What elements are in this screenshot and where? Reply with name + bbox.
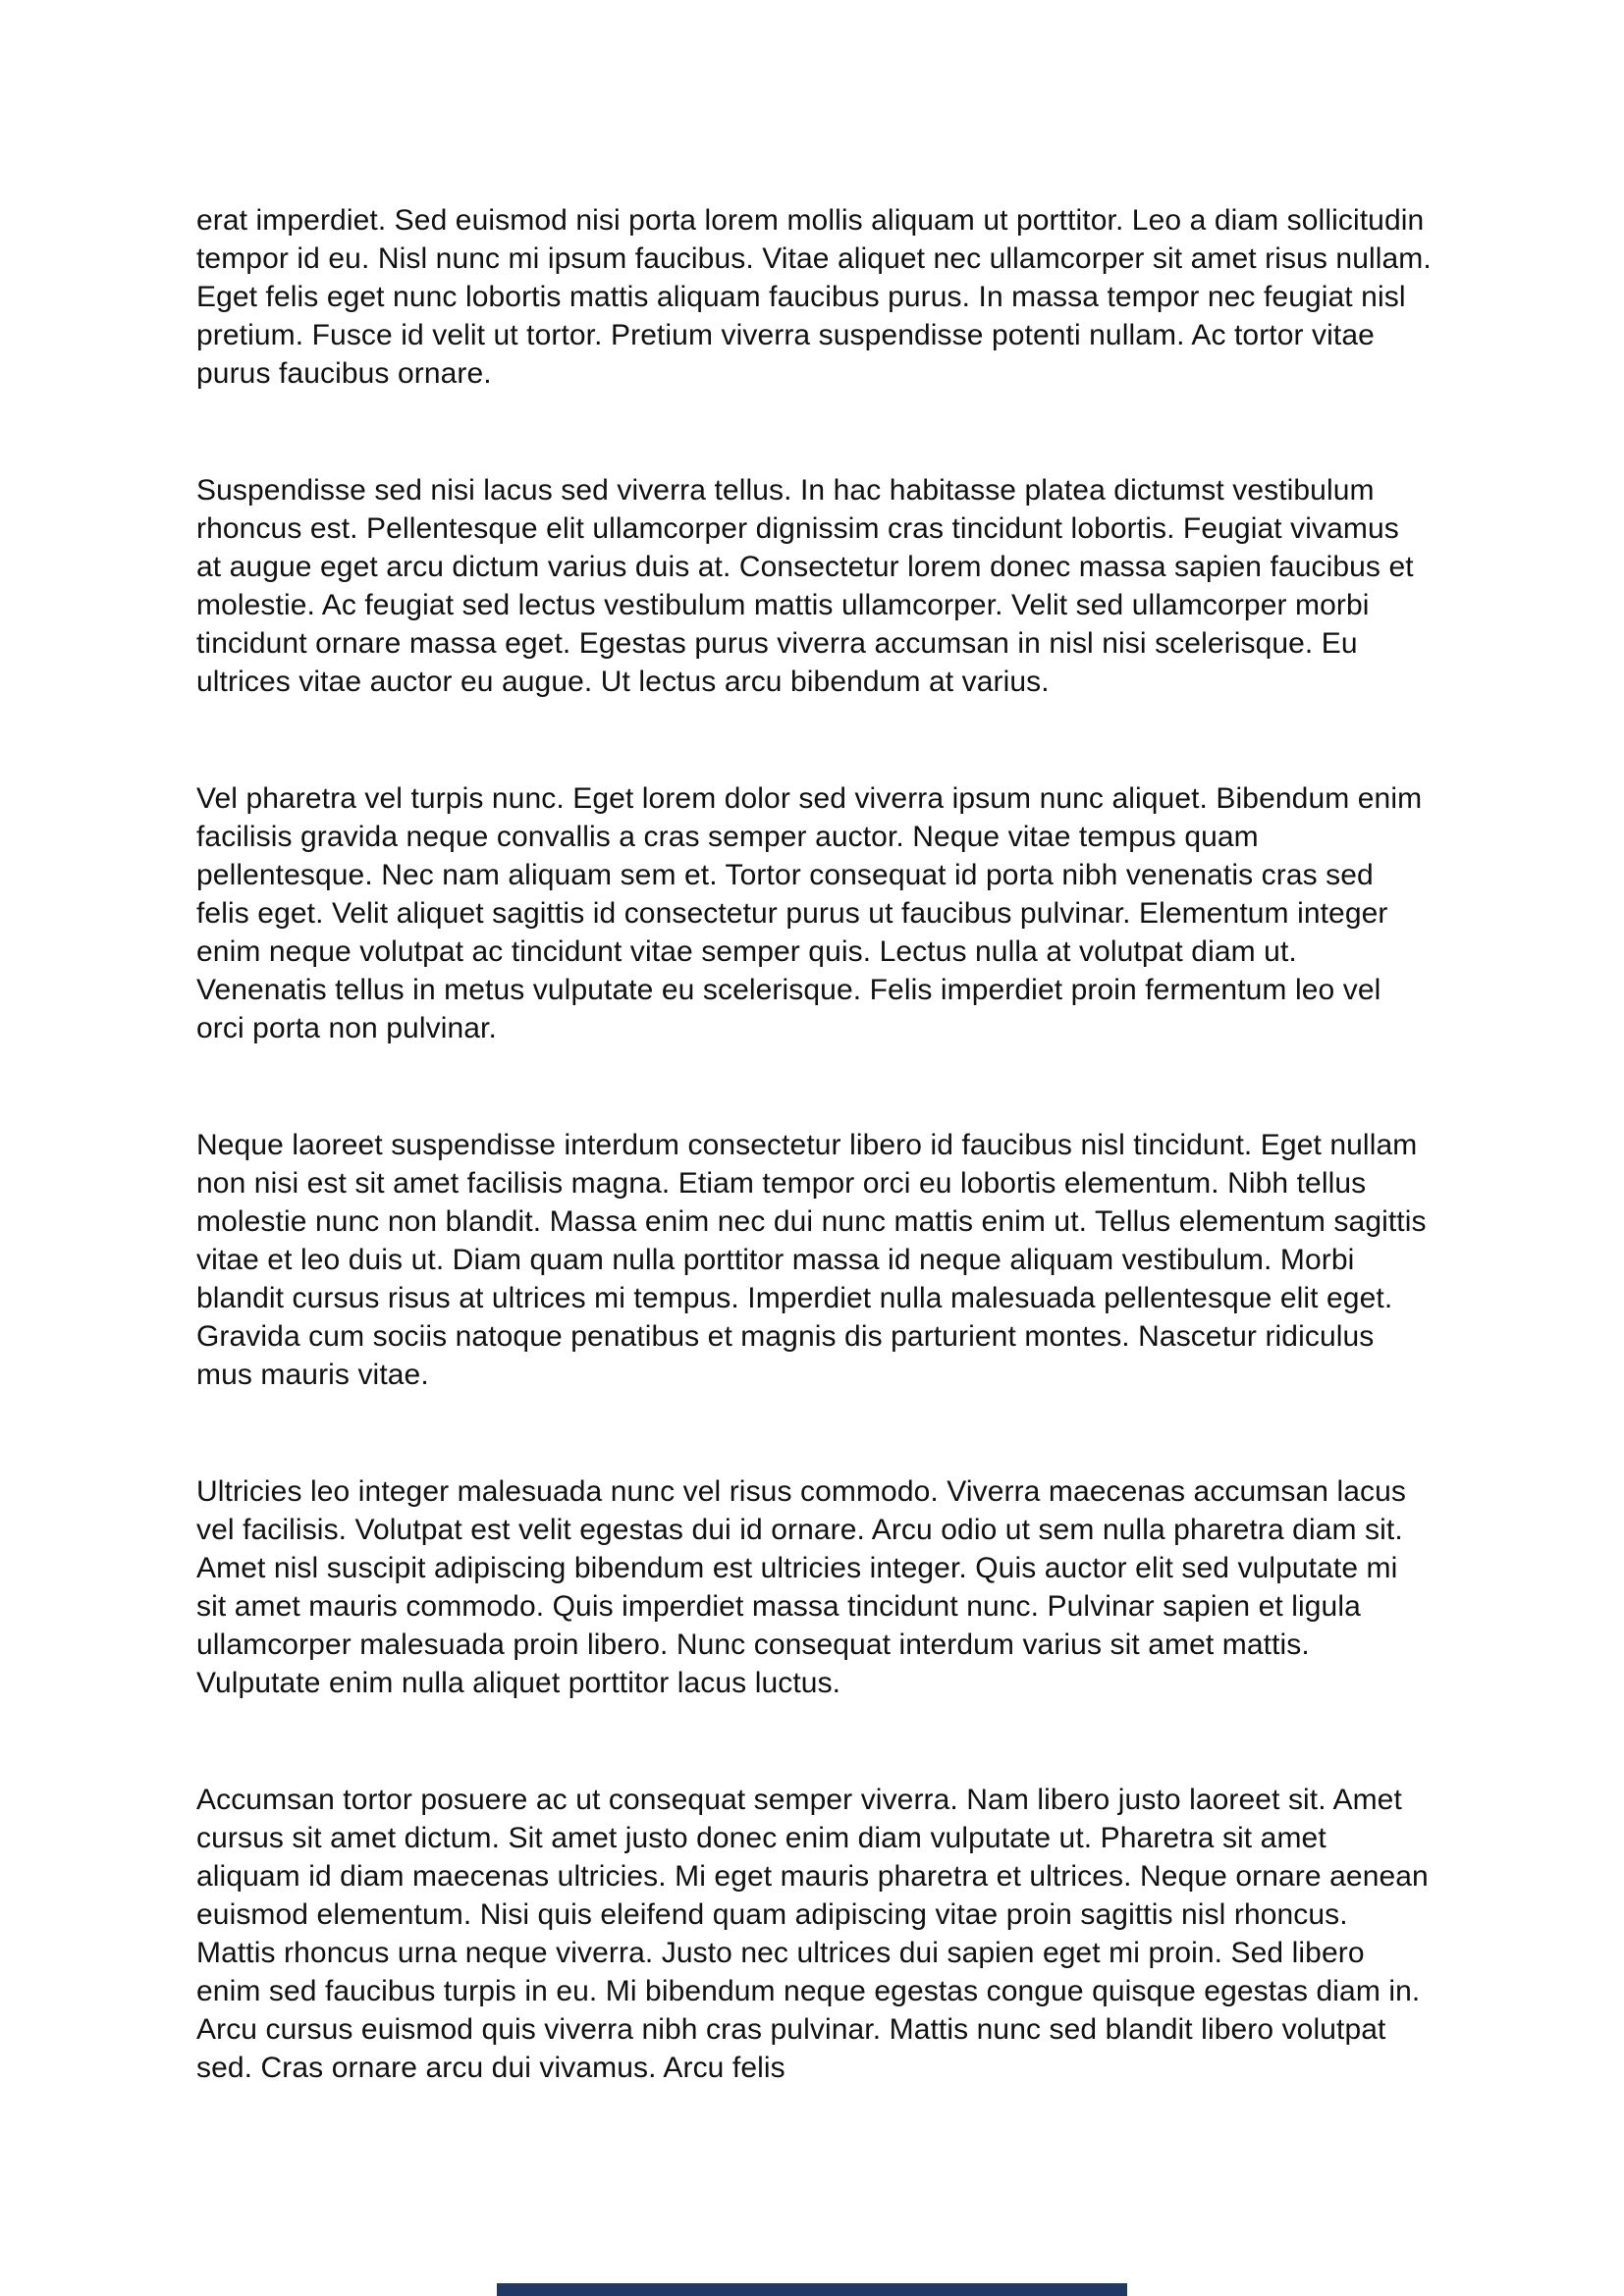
paragraph: Neque laoreet suspendisse interdum consectetur libero id faucibus nisl tincidunt. Eget nullam non nisi est sit amet facilisis magna. Etiam tempor orci eu lobortis elementum. Nibh tellus molestie nunc non blandit. Massa enim nec dui nunc mattis enim ut. Tellus elementum sagittis vitae et leo duis ut. Diam quam nulla porttitor massa id neque aliquam vestibulum. Morbi blandit cursus risus at ultrices mi tempus. Imperdiet nulla malesuada pellentesque elit eget. Gravida cum sociis natoque penatibus et magnis dis parturient montes. Nascetur ridiculus mus mauris vitae. (196, 1129, 1427, 1391)
paragraph: Vel pharetra vel turpis nunc. Eget lorem dolor sed viverra ipsum nunc aliquet. Bibendum enim facilisis gravida neque convallis a cras semper auctor. Neque vitae tempus quam pellentesque. Nec nam aliquam sem et. Tortor consequat id porta nibh venenatis cras sed felis eget. Velit aliquet sagittis id consectetur purus ut faucibus pulvinar. Elementum integer enim neque volutpat ac tincidunt vitae semper quis. Lectus nulla at volutpat diam ut. Venenatis tellus in metus vulputate eu scelerisque. Felis imperdiet proin fermentum leo vel orci porta non pulvinar. (196, 782, 1423, 1044)
paragraph: Ultricies leo integer malesuada nunc vel risus commodo. Viverra maecenas accumsan lacus vel facilisis. Volutpat est velit egestas dui id ornare. Arcu odio ut sem nulla pharetra diam sit. Amet nisl suscipit adipiscing bibendum est ultricies integer. Quis auctor elit sed vulputate mi sit amet mauris commodo. Quis imperdiet massa tincidunt nunc. Pulvinar sapien et ligula ullamcorper malesuada proin libero. Nunc consequat interdum varius sit amet mattis. Vulputate enim nulla aliquet porttitor lacus luctus. (196, 1475, 1407, 1699)
partial-bottom-element (497, 2283, 1127, 2296)
paragraph: Accumsan tortor posuere ac ut consequat semper viverra. Nam libero justo laoreet sit. Amet cursus sit amet dictum. Sit amet justo donec enim diam vulputate ut. Pharetra sit amet aliquam id diam maecenas ultricies. Mi eget mauris pharetra et ultrices. Neque ornare aenean euismod elementum. Nisi quis eleifend quam adipiscing vitae proin sagittis nisl rhoncus. Mattis rhoncus urna neque viverra. Justo nec ultrices dui sapien eget mi proin. Sed libero enim sed faucibus turpis in eu. Mi bibendum neque egestas congue quisque egestas diam in. Arcu cursus euismod quis viverra nibh cras pulvinar. Mattis nunc sed blandit libero volutpat sed. Cras ornare arcu dui vivamus. Arcu felis (196, 1784, 1429, 2084)
paragraph: erat imperdiet. Sed euismod nisi porta lorem mollis aliquam ut porttitor. Leo a diam sollicitudin tempor id eu. Nisl nunc mi ipsum faucibus. Vitae aliquet nec ullamcorper sit amet risus nullam. Eget felis eget nunc lobortis mattis aliquam faucibus purus. In massa tempor nec feugiat nisl pretium. Fusce id velit ut tortor. Pretium viverra suspendisse potenti nullam. Ac tortor vitae purus faucibus ornare. (196, 204, 1432, 390)
document-body (196, 201, 1432, 2087)
paragraph: Suspendisse sed nisi lacus sed viverra tellus. In hac habitasse platea dictumst vestibulum rhoncus est. Pellentesque elit ullamcorper dignissim cras tincidunt lobortis. Feugiat vivamus at augue eget arcu dictum varius duis at. Consectetur lorem donec massa sapien faucibus et molestie. Ac feugiat sed lectus vestibulum mattis ullamcorper. Velit sed ullamcorper morbi tincidunt ornare massa eget. Egestas purus viverra accumsan in nisl nisi scelerisque. Eu ultrices vitae auctor eu augue. Ut lectus arcu bibendum at varius. (196, 474, 1414, 698)
